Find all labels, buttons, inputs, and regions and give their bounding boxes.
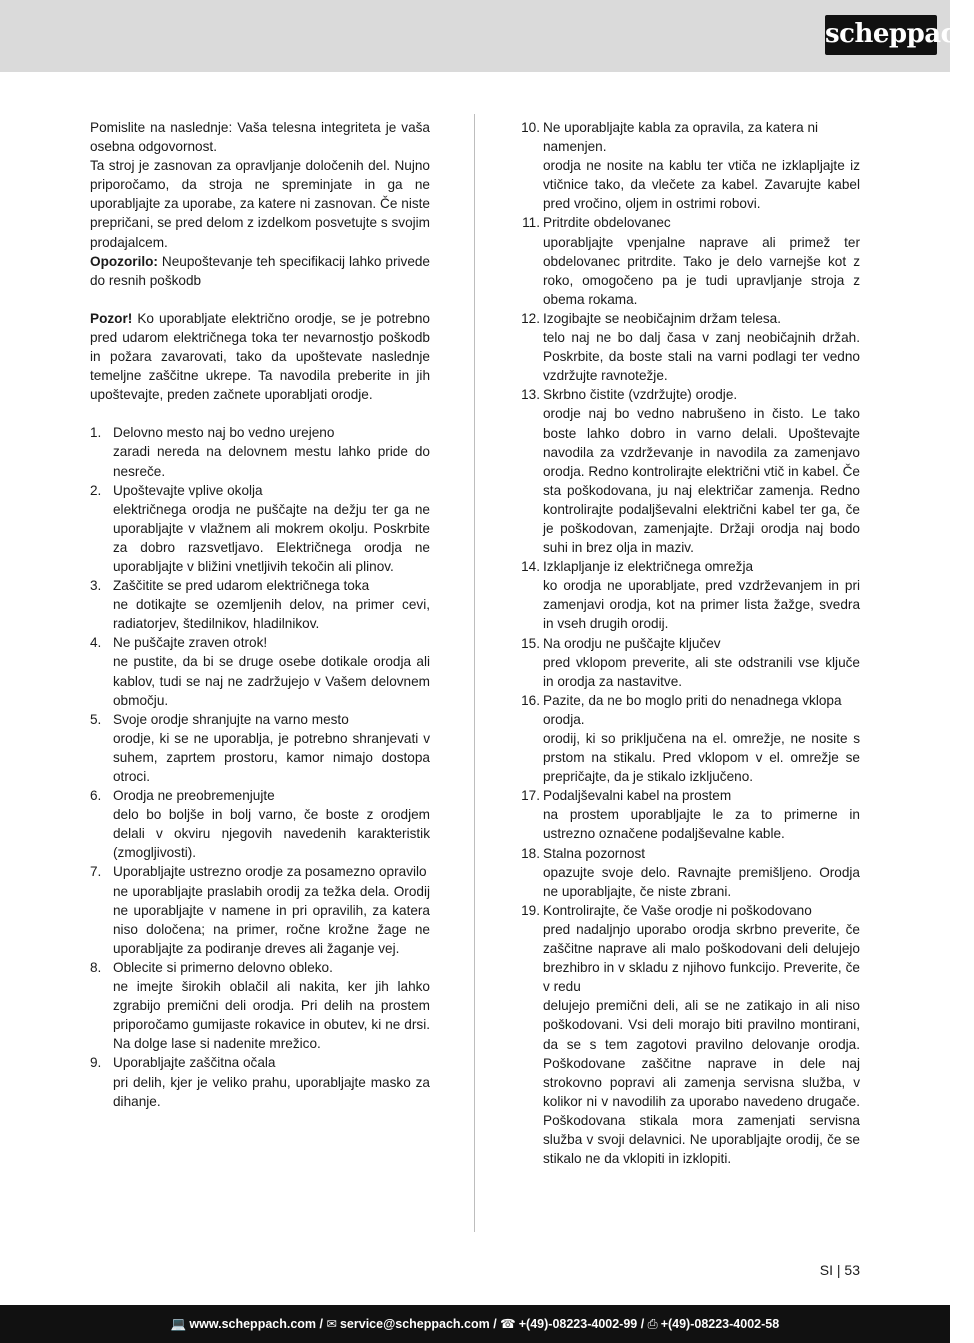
item-number: 1. [90,425,102,441]
list-item [520,786,860,843]
safety-list-left [90,423,430,1110]
item-number: 4. [90,635,102,651]
caution-paragraph [90,309,430,404]
item-title: Svoje orodje shranjujte na varno mesto [113,711,349,727]
item-title: Pritrdite obdelovanec [543,215,671,231]
warning-label: Opozorilo: [90,253,158,269]
computer-icon: 💻 [170,1317,187,1331]
footer-phone: +(49)-08223-4002-99 / [518,1317,645,1331]
item-body: ne uporabljajte praslabih orodij za težka dela. Orodij ne uporabljajte v namene in pri opravilih, za katera niso določena; na primer, ročne krožne žage ne uporabljajte za podiranje dreves ali žaganje vej. [113,883,430,956]
right-column [520,118,860,1168]
page-number: SI | 53 [819,1262,860,1278]
item-title: Upoštevajte vplive okolja [113,482,263,498]
item-title: Skrbno čistite (vzdržujte) orodje. [543,387,738,403]
item-body: ne imejte širokih oblačil ali nakita, ker jih lahko zgrabijo premični deli orodja. Pri delih na prostem priporočamo gumijaste rokavice in obutev, ki ne drsi. Na dolge lase si nadenite mrežico. [113,979,430,1052]
item-body: uporabljajte vpenjalne naprave ali primež ter obdelovanec pritrdite. Tako je delo varnejše kot z roko, omogočeno pa je tudi upravljanje stroja z obema rokama. [543,234,860,307]
item-number: 7. [90,864,102,880]
item-body: ko orodja ne uporabljate, pred vzdrževanjem in pri zamenjavi orodja, kot na primer lista žažge, svedra in vseh drugih orodij. [543,578,860,632]
item-body: na prostem uporabljajte le za to primerne in ustrezno označene podaljševalne kable. [543,807,860,842]
item-number: 18. [521,845,540,861]
list-item [520,213,860,308]
list-item [90,481,430,576]
item-body: orodje, ki se ne uporablja, je potrebno shranjevati v suhem, zaprtem prostoru, kamor nimajo dostopa otroci. [113,730,430,784]
list-item [90,786,430,862]
left-column [90,118,430,1111]
list-item [90,862,430,957]
item-title: Orodja ne preobremenjujte [113,788,275,804]
footer-web[interactable]: www.scheppach.com / [189,1317,323,1331]
item-title: Ne uporabljajte kabla za opravila, za katera ni namenjen. [543,120,819,155]
item-body-continued: delujejo premični deli, ali se ne zatikajo in ali niso poškodovani. Vsi deli morajo biti pravilno montirani, da se s tem zagotovi pravilno delovanje orodja. Poškodovane zaščitne naprave in dele naj strokovno popravi ali zamenja servisna služba, v kolikor ni v navodilih za uporabo navedeno drugače. Poškodovana stikala mora zamenjati servisna služba v svoji delavnici. Ne uporabljajte orodij, če se stikalo ne da vklopiti in izklopiti. [543,998,860,1167]
item-number: 8. [90,959,102,975]
footer-fax: +(49)-08223-4002-58 [660,1317,780,1331]
item-number: 9. [90,1055,102,1071]
safety-list-right [520,118,860,1168]
warning-paragraph [90,252,430,290]
item-body: pri delih, kjer je veliko prahu, uporabljajte masko za dihanje. [113,1074,430,1109]
item-body: telo naj ne bo dalj časa v zanj neobičajnih držah. Poskrbite, da boste stali na varni podlagi ter vedno vzdržujte ravnotežje. [543,330,860,384]
item-number: 6. [90,788,102,804]
item-number: 17. [521,788,540,804]
item-body: pred vklopom preverite, ali ste odstranili vse ključe in orodja za nastavitve. [543,654,860,689]
item-number: 10. [521,120,540,135]
caution-label: Pozor! [90,310,133,326]
phone-icon: ☎ [500,1317,516,1331]
item-body: pred nadaljnjo uporabo orodja skrbno preverite, če zaščitne naprave ali malo poškodovani deli delujejo brezhibro in v skladu z njihovo funkcijo. Preverite, če v redu [543,921,860,995]
item-title: Stalna pozornost [543,845,646,861]
item-title: Na orodju ne puščajte ključev [543,635,721,651]
intro-paragraph-1: Pomislite na naslednje: Vaša telesna integriteta je vaša osebna odgovornost. [90,120,430,155]
list-item [90,1053,430,1110]
list-item [520,557,860,633]
item-body: opazujte svoje delo. Ravnajte premišljeno. Orodja ne uporabljajte, če niste zbrani. [543,864,860,899]
item-number: 16. [521,692,540,708]
item-title: Uporabljajte ustrezno orodje za posamezno opravilo [113,864,427,880]
item-body: električnega orodja ne puščajte na dežju ter ga ne uporabljajte v vlažnem ali mokrem okolju. Poskrbite za dobro razsvetljavo. Električnega orodja ne uporabljajte v bližini vnetljivih tekočin ali plinov. [113,501,430,574]
intro-paragraph-2: Ta stroj je zasnovan za opravljanje določenih del. Nujno priporočamo, da stroja ne spreminjate in ga ne uporabljajte za uporabe, za katere ni zasnovan. Če niste prepričani, se pred delom z izdelkom posvetujte s svojim prodajalcem. [90,158,430,250]
item-body: orodja ne nosite na kablu ter vtiča ne izklapljajte iz vtičnice tako, da vlečete za kabel. Zavarujte kabel pred vročino, oljem in ostrimi robovi. [543,158,860,212]
item-title: Oblecite si primerno delovno obleko. [113,959,333,975]
list-item [520,901,860,1168]
list-item [520,691,860,786]
item-number: 19. [521,902,540,918]
item-number: 12. [521,310,540,326]
list-item [520,634,860,691]
column-divider [474,114,475,1232]
item-number: 11. [522,215,540,231]
item-number: 13. [521,387,540,403]
list-item [520,118,860,213]
item-title: Delovno mesto naj bo vedno urejeno [113,425,335,441]
list-item [90,710,430,786]
item-title: Izogibajte se neobičajnim držam telesa. [543,310,782,326]
list-item [520,309,860,385]
item-number: 14. [521,559,540,575]
item-title: Kontrolirajte, če Vaše orodje ni poškodovano [543,902,812,918]
list-item [90,633,430,709]
footer-bar [0,1305,950,1343]
item-title: Ne puščajte zraven otrok! [113,635,268,651]
item-number: 15. [521,635,540,651]
item-number: 5. [90,711,102,727]
item-body: orodje naj bo vedno nabrušeno in čisto. Le tako boste lahko dobro in varno delali. Upoštevajte navodila za vzdrževanje in navodila za zamenjavo orodja. Redno kontrolirajte električni vtič in kabel. Če sta poškodovana, ju naj električar zamenja. Redno kontrolirajte podaljševalni električni kabel ter ga, če je poškodovan, zamenjajte. Držaji orodja naj bodo suhi in brez olja in maziv. [543,406,860,556]
caution-text: Ko uporabljate električno orodje, se je potrebno pred udarom električnega toka ter nevarnostjo poškodb in požara zavarovati, tako da upoštevate naslednje temeljne zaščitne ukrepe. Ta navodila preberite in jih upoštevajte, preden začnete uporabljati orodje. [90,310,430,403]
list-item [90,958,430,1053]
item-title: Podaljševalni kabel na prostem [543,788,732,804]
header-bar [0,0,974,72]
item-title: Pazite, da ne bo moglo priti do nenadnega vklopa orodja. [543,692,842,727]
item-body: ne pustite, da bi se druge osebe dotikale orodja ali kablov, tudi se naj ne zadržujejo v Vašem delovnem območju. [113,654,430,708]
fax-icon: ⎙ [647,1317,658,1331]
scheppach-logo: scheppach [825,15,937,55]
item-title: Uporabljajte zaščitna očala [113,1055,276,1071]
item-number: 2. [90,482,102,498]
item-title: Izklapljanje iz električnega omrežja [543,559,754,575]
item-body: ne dotikajte se ozemljenih delov, na primer cevi, radiatorjev, štedilnikov, hladilnikov. [113,597,430,632]
item-number: 3. [90,578,102,594]
item-body: delo bo boljše in bolj varno, če boste z orodjem delali v okviru njegovih navedenih karakteristik (zmogljivosti). [113,807,430,861]
list-item [90,423,430,480]
list-item [520,385,860,557]
item-title: Zaščitite se pred udarom električnega toka [113,578,370,594]
footer-mail[interactable]: service@scheppach.com / [339,1317,497,1331]
item-body: zaradi nereda na delovnem mestu lahko pride do nesreče. [113,444,430,479]
mail-icon: ✉ [326,1317,337,1331]
list-item [90,576,430,633]
list-item [520,844,860,901]
item-body: orodij, ki so priključena na el. omrežje, ne nosite s prstom na stikalu. Pred vklopom v el. omrežje se prepričajte, da je stikalo izključeno. [543,731,860,785]
warning-text: Neupoštevanje teh specifikacij lahko privede do resnih poškodb [90,253,430,288]
